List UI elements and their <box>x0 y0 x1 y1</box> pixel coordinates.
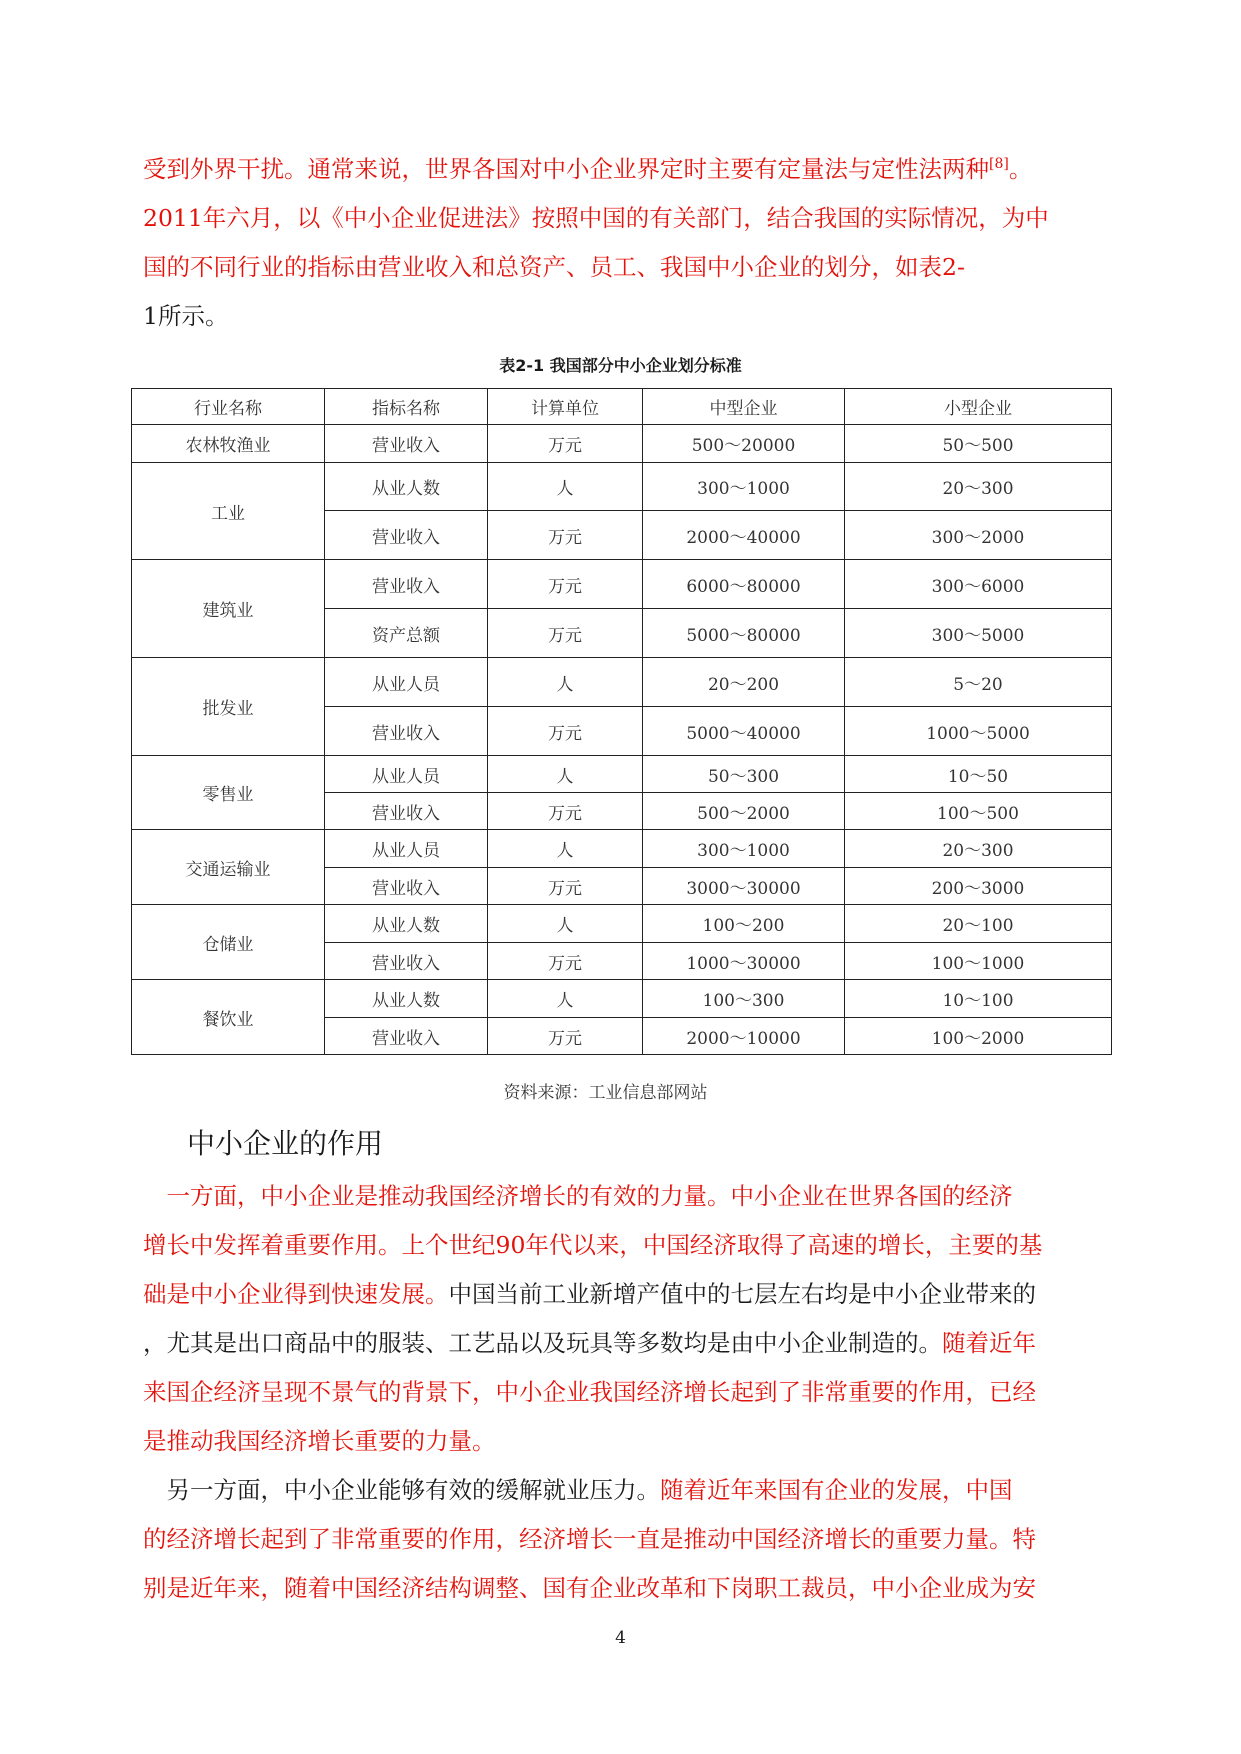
line-segment: 础是中小企业得到快速发展。 <box>143 1280 449 1308</box>
medium-cell: 300～1000 <box>643 830 845 868</box>
small-cell: 100～1000 <box>845 943 1112 980</box>
industry-cell: 餐饮业 <box>132 980 325 1055</box>
small-cell: 10～50 <box>845 756 1112 793</box>
indicator-cell: 从业人员 <box>325 756 488 793</box>
table-header-row <box>132 389 1112 425</box>
intro-line-1-text: 受到外界干扰。通常来说，世界各国对中小企业界定时主要有定量法与定性法两种 <box>143 155 989 183</box>
table-row <box>132 830 1112 868</box>
medium-cell: 5000～80000 <box>643 609 845 658</box>
intro-line-3: 国的不同行业的指标由营业收入和总资产、员工、我国中小企业的划分，如表2- <box>143 253 965 281</box>
small-cell: 20～100 <box>845 905 1112 943</box>
unit-cell: 万元 <box>488 511 643 560</box>
table-source: 资料来源：工业信息部网站 <box>503 1083 708 1103</box>
line-segment: 的经济增长起到了非常重要的作用，经济增长一直是推动中国经济增长的重要力量。特 <box>143 1525 1036 1553</box>
line-segment: 随着近年 <box>942 1329 1036 1357</box>
paragraph-line <box>143 1221 1095 1270</box>
small-cell: 300～5000 <box>845 609 1112 658</box>
line-segment: 是推动我国经济增长重要的力量。 <box>143 1427 496 1455</box>
industry-cell: 交通运输业 <box>132 830 325 905</box>
table-row <box>132 463 1112 511</box>
medium-cell: 500～2000 <box>643 793 845 830</box>
small-cell: 50～500 <box>845 425 1112 463</box>
unit-cell: 万元 <box>488 707 643 756</box>
industry-cell: 批发业 <box>132 658 325 756</box>
indicator-cell: 营业收入 <box>325 560 488 609</box>
line-segment: 随着近年来国有企业的发展，中国 <box>660 1476 1013 1504</box>
small-cell: 20～300 <box>845 830 1112 868</box>
section-heading: 中小企业的作用 <box>187 1127 384 1160</box>
indicator-cell: 营业收入 <box>325 1018 488 1055</box>
indicator-cell: 从业人数 <box>325 905 488 943</box>
unit-cell: 万元 <box>488 425 643 463</box>
medium-cell: 1000～30000 <box>643 943 845 980</box>
intro-line-1-end: 。 <box>1008 155 1033 183</box>
indicator-cell: 从业人员 <box>325 830 488 868</box>
citation-ref: [8] <box>989 156 1009 172</box>
small-cell: 5～20 <box>845 658 1112 707</box>
unit-cell: 万元 <box>488 868 643 905</box>
table-header-cell: 中型企业 <box>643 389 845 425</box>
small-cell: 20～300 <box>845 463 1112 511</box>
indicator-cell: 从业人数 <box>325 463 488 511</box>
unit-cell: 人 <box>488 756 643 793</box>
paragraph-line <box>143 1172 1095 1221</box>
medium-cell: 100～300 <box>643 980 845 1018</box>
paragraph-line <box>143 1368 1095 1417</box>
line-segment: 另一方面，中小企业能够有效的缓解就业压力。 <box>143 1476 660 1504</box>
unit-cell: 人 <box>488 830 643 868</box>
table-header-cell: 行业名称 <box>132 389 325 425</box>
unit-cell: 万元 <box>488 943 643 980</box>
medium-cell: 50～300 <box>643 756 845 793</box>
indicator-cell: 营业收入 <box>325 793 488 830</box>
line-segment: 一方面，中小企业是推动我国经济增长的有效的力量。中小企业在世界各国的经济 <box>143 1182 1013 1210</box>
unit-cell: 人 <box>488 658 643 707</box>
indicator-cell: 营业收入 <box>325 943 488 980</box>
small-cell: 1000～5000 <box>845 707 1112 756</box>
small-cell: 300～6000 <box>845 560 1112 609</box>
line-segment: 来国企经济呈现不景气的背景下，中小企业我国经济增长起到了非常重要的作用，已经 <box>143 1378 1036 1406</box>
unit-cell: 万元 <box>488 609 643 658</box>
unit-cell: 万元 <box>488 1018 643 1055</box>
medium-cell: 300～1000 <box>643 463 845 511</box>
industry-cell: 零售业 <box>132 756 325 830</box>
table-header-cell: 小型企业 <box>845 389 1112 425</box>
indicator-cell: 营业收入 <box>325 707 488 756</box>
paragraph-line <box>143 1466 1095 1515</box>
small-cell: 100～2000 <box>845 1018 1112 1055</box>
indicator-cell: 从业人数 <box>325 980 488 1018</box>
medium-cell: 500～20000 <box>643 425 845 463</box>
line-segment: 别是近年来，随着中国经济结构调整、国有企业改革和下岗职工裁员，中小企业成为安 <box>143 1574 1036 1602</box>
paragraph-line <box>143 1270 1095 1319</box>
indicator-cell: 从业人员 <box>325 658 488 707</box>
table-row <box>132 756 1112 793</box>
table-header-cell: 指标名称 <box>325 389 488 425</box>
unit-cell: 万元 <box>488 560 643 609</box>
intro-paragraph <box>143 145 1095 341</box>
paragraph-line <box>143 1564 1095 1613</box>
indicator-cell: 资产总额 <box>325 609 488 658</box>
medium-cell: 6000～80000 <box>643 560 845 609</box>
paragraph-line <box>143 1515 1095 1564</box>
small-cell: 100～500 <box>845 793 1112 830</box>
line-segment: 增长中发挥着重要作用。上个世纪90年代以来，中国经济取得了高速的增长，主要的基 <box>143 1231 1043 1259</box>
industry-cell: 工业 <box>132 463 325 560</box>
indicator-cell: 营业收入 <box>325 425 488 463</box>
medium-cell: 100～200 <box>643 905 845 943</box>
medium-cell: 2000～10000 <box>643 1018 845 1055</box>
section-paragraph-2 <box>143 1466 1095 1613</box>
industry-cell: 农林牧渔业 <box>132 425 325 463</box>
table-row <box>132 905 1112 943</box>
medium-cell: 2000～40000 <box>643 511 845 560</box>
paragraph-line <box>143 1417 1095 1466</box>
medium-cell: 5000～40000 <box>643 707 845 756</box>
line-segment: 中国当前工业新增产值中的七层左右均是中小企业带来的 <box>448 1280 1036 1308</box>
intro-line-1 <box>143 145 1095 194</box>
small-cell: 10～100 <box>845 980 1112 1018</box>
page-number: 4 <box>615 1628 626 1648</box>
small-cell: 300～2000 <box>845 511 1112 560</box>
indicator-cell: 营业收入 <box>325 868 488 905</box>
intro-line-2: 2011年六月，以《中小企业促进法》按照中国的有关部门，结合我国的实际情况，为中 <box>143 204 1049 232</box>
section-paragraph-1 <box>143 1172 1095 1466</box>
unit-cell: 万元 <box>488 793 643 830</box>
small-cell: 200～3000 <box>845 868 1112 905</box>
intro-line-4: 1所示。 <box>143 302 229 330</box>
unit-cell: 人 <box>488 463 643 511</box>
medium-cell: 20～200 <box>643 658 845 707</box>
table-header-cell: 计算单位 <box>488 389 643 425</box>
unit-cell: 人 <box>488 905 643 943</box>
table-caption: 表2-1 我国部分中小企业划分标准 <box>499 356 742 375</box>
paragraph-line <box>143 1319 1095 1368</box>
line-segment: ，尤其是出口商品中的服装、工艺品以及玩具等多数均是由中小企业制造的。 <box>143 1329 942 1357</box>
unit-cell: 人 <box>488 980 643 1018</box>
sme-standards-table <box>131 388 1112 1055</box>
industry-cell: 仓储业 <box>132 905 325 980</box>
table-row <box>132 425 1112 463</box>
table-row <box>132 560 1112 609</box>
table-row <box>132 980 1112 1018</box>
indicator-cell: 营业收入 <box>325 511 488 560</box>
medium-cell: 3000～30000 <box>643 868 845 905</box>
industry-cell: 建筑业 <box>132 560 325 658</box>
table-row <box>132 658 1112 707</box>
